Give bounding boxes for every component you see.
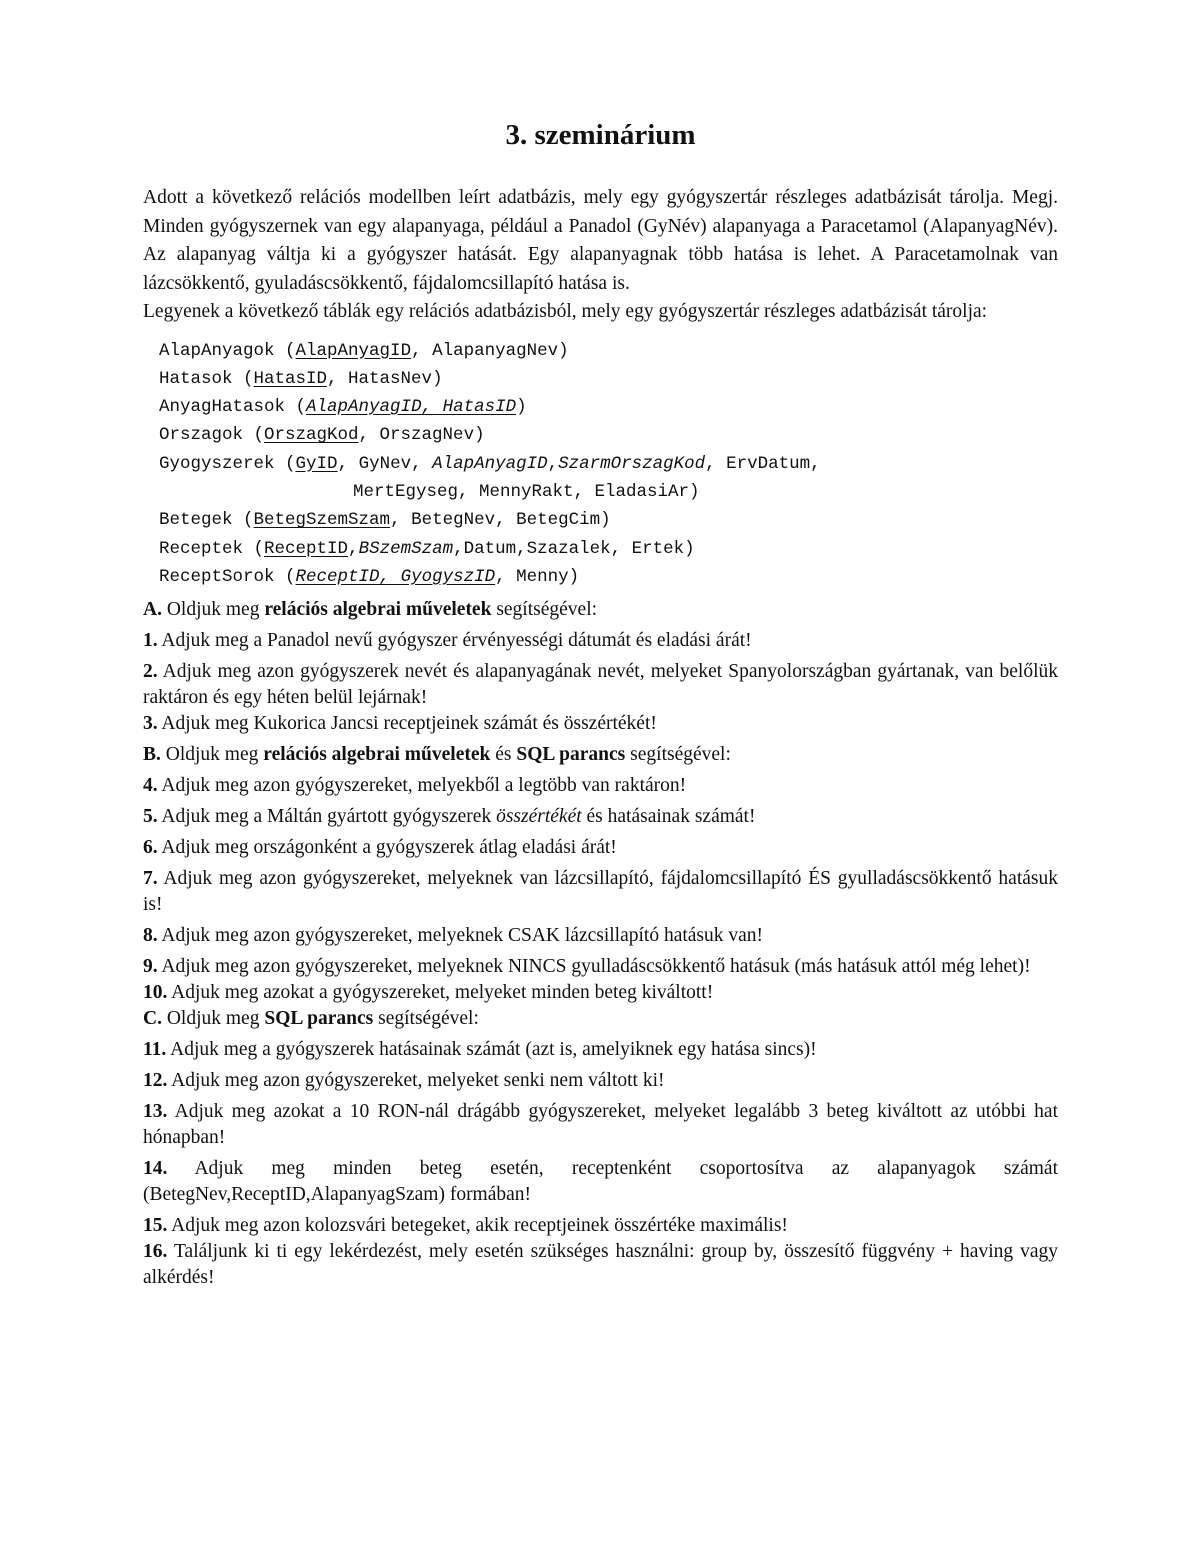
primary-key: HatasID: [253, 368, 328, 389]
schema-betegek: Betegek (BetegSzemSzam, BetegNev, BetegCim): [159, 510, 611, 531]
task-3: 3. Adjuk meg Kukorica Jancsi receptjeinek számát és összértékét!: [143, 713, 657, 735]
page-title: 3. szeminárium: [505, 119, 696, 151]
schema-hatasok: Hatasok (HatasID, HatasNev): [159, 368, 443, 389]
task-12: 12. Adjuk meg azon gyógyszereket, melyeket senki nem váltott ki!: [143, 1070, 665, 1092]
schema-gyogyszerek-continued: MertEgyseg, MennyRakt, EladasiAr): [353, 481, 700, 502]
primary-key: AlapAnyagID: [295, 340, 412, 361]
intro-paragraph-2: Legyenek a következő táblák egy relációs adatbázisból, mely egy gyógyszertár részleges adatbázisát tárolja:: [143, 301, 988, 322]
intro-paragraph-1: Adott a következő relációs modellben leírt adatbázis, mely egy gyógyszertár részleges adatbázisát tárolja. Megj. Minden gyógyszernek van egy alapanyaga, például a Panadol (GyNév) alapanyaga a Paracetamol (AlapanyagNév). Az alapanyag váltja ki a gyógyszer hatását. Egy alapanyagnak több hatása is lehet. A Paracetamolnak van lázcsökkentő, gyuladáscsökkentő, fájdalomcsillapító hatása is.: [143, 187, 1058, 294]
task-2: 2. Adjuk meg azon gyógyszerek nevét és alapanyagának nevét, melyeket Spanyolországban gyártanak, van belőlük raktáron és egy héten belül lejárnak!: [143, 661, 1058, 709]
schema-gyogyszerek: Gyogyszerek (GyID, GyNev, AlapAnyagID,SzarmOrszagKod, ErvDatum,: [159, 453, 821, 474]
primary-key: AlapAnyagID, HatasID: [306, 397, 517, 418]
schema-orszagok: Orszagok (OrszagKod, OrszagNev): [159, 425, 485, 446]
foreign-key: AlapAnyagID: [432, 453, 548, 474]
document-content: [143, 116, 1058, 1296]
task-15: 15. Adjuk meg azon kolozsvári betegeket, akik receptjeinek összértéke maximális!: [143, 1215, 788, 1237]
intro: [143, 184, 1058, 327]
task-7: 7. Adjuk meg azon gyógyszereket, melyeknek van lázcsillapító, fájdalomcsillapító ÉS gyulladáscsökkentő hatásuk is!: [143, 868, 1058, 916]
schema-receptek: Receptek (ReceptID,BSzemSzam,Datum,Szazalek, Ertek): [159, 538, 695, 559]
task-list: [143, 597, 1058, 1291]
task-13: 13. Adjuk meg azokat a 10 RON-nál drágább gyógyszereket, melyeket legalább 3 beteg kiváltott az utóbbi hat hónapban!: [143, 1101, 1058, 1149]
task-5: 5. Adjuk meg a Máltán gyártott gyógyszerek összértékét és hatásainak számát!: [143, 806, 756, 828]
task-11: 11. Adjuk meg a gyógyszerek hatásainak számát (azt is, amelyiknek egy hatása sincs)!: [143, 1039, 817, 1061]
task-1: 1. Adjuk meg a Panadol nevű gyógyszer érvényességi dátumát és eladási árát!: [143, 630, 752, 652]
section-c-heading: C. Oldjuk meg SQL parancs segítségével:: [143, 1008, 479, 1030]
task-9: 9. Adjuk meg azon gyógyszereket, melyeknek NINCS gyulladáscsökkentő hatásuk (más hatásuk attól még lehet)!: [143, 956, 1031, 978]
section-a-heading: A. Oldjuk meg relációs algebrai műveletek segítségével:: [143, 599, 598, 621]
task-4: 4. Adjuk meg azon gyógyszereket, melyekből a legtöbb van raktáron!: [143, 775, 687, 797]
task-16: 16. Találjunk ki ti egy lekérdezést, mely esetén szükséges használni: group by, összesítő függvény + having vagy alkérdés!: [143, 1241, 1058, 1289]
task-10: 10. Adjuk meg azokat a gyógyszereket, melyeket minden beteg kiváltott!: [143, 982, 714, 1004]
schema-alapanyagok: AlapAnyagok (AlapAnyagID, AlapanyagNev): [159, 340, 569, 361]
section-b-heading: B. Oldjuk meg relációs algebrai műveletek és SQL parancs segítségével:: [143, 744, 731, 766]
relational-schema: [159, 337, 1058, 592]
primary-key: GyID: [295, 453, 338, 474]
schema-receptsorok: ReceptSorok (ReceptID, GyogyszID, Menny): [159, 566, 580, 587]
primary-key: OrszagKod: [264, 425, 359, 446]
primary-key: BetegSzemSzam: [253, 510, 391, 531]
task-8: 8. Adjuk meg azon gyógyszereket, melyeknek CSAK lázcsillapító hatásuk van!: [143, 925, 764, 947]
foreign-key: SzarmOrszagKod: [558, 453, 706, 474]
schema-anyaghatasok: AnyagHatasok (AlapAnyagID, HatasID): [159, 397, 527, 418]
primary-key: ReceptID, GyogyszID: [295, 566, 496, 587]
task-6: 6. Adjuk meg országonként a gyógyszerek átlag eladási árát!: [143, 837, 617, 859]
primary-key: ReceptID: [264, 538, 349, 559]
foreign-key: BSzemSzam: [358, 538, 454, 559]
task-14: 14. Adjuk meg minden beteg esetén, receptenként csoportosítva az alapanyagok számát (BetegNev,ReceptID,AlapanyagSzam) formában!: [143, 1158, 1058, 1206]
